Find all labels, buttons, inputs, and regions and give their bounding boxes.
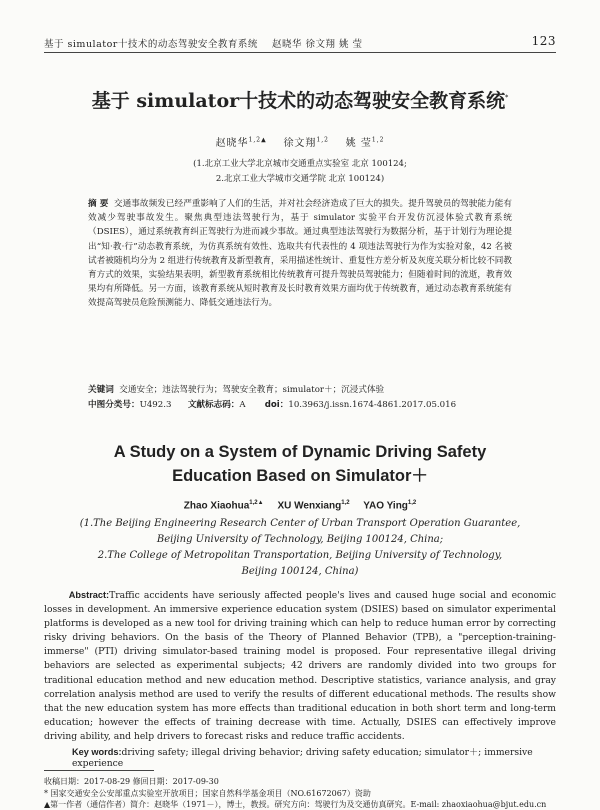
- chinese-title: 基于 simulator十技术的动态驾驶安全教育系统*: [91, 90, 509, 112]
- chinese-affiliation: (1.北京工业大学北京城市交通重点实验室 北京 100124;: [193, 159, 407, 169]
- english-abstract: [44, 588, 556, 744]
- footnote-fund: * 国家交通安全公安部重点实验室开放项目；国家自然科学基金项目（NO.61672067）资助: [44, 789, 371, 798]
- english-affiliation: 2.The College of Metropolitan Transportation, Beijing University of Technology,: [97, 550, 503, 561]
- chinese-authors: 赵晓华$^{1,2▲}$ 徐文翔$^{1,2}$ 姚 莹$^{1,2}$: [215, 136, 385, 149]
- author-name: 赵晓华: [215, 138, 249, 149]
- abstract-label: Abstract:: [68, 590, 110, 600]
- footnote-dates: 收稿日期：2017-08-29 修回日期：2017-09-30: [44, 777, 219, 786]
- title-footnote-mark: *: [505, 94, 509, 102]
- english-authors: Zhao Xiaohua$^{1,2▲}$ XU Wenxiang$^{1,2}$ YAO Ying$^{1,2}$: [183, 500, 417, 512]
- doi: 10.3963/j.issn.1674-4861.2017.05.016: [288, 400, 457, 410]
- english-affiliation: Beijing 100124, China): [241, 566, 359, 577]
- author-name: 姚 莹: [345, 138, 372, 149]
- abstract-text: 交通事故频发已经严重影响了人们的生活，并对社会经济造成了巨大的损失。提升驾驶员的驾驶能力能有效减少驾驶事故发生。聚焦典型违法驾驶行为，基于 simulator 实验平台开发仿沉浸体验式教育系统（DSIES），通过系统教育纠正驾驶行为进而减少事故。通过典型违法驾驶行为数据分析，基于计划行为理论提出“知·教·行”动态教育系统，为仿真系统有效性、选取共有代表性的 4 项违法驾驶行为作为实验对象，42 名被试者被随机均分为 2 组进行传统教育及新型教育，采用描述性统计、重复性方差分析及灰度关联分析比较不同教育方式的效果，实验结果表明，新型教育系统相比传统教育可提升驾驶员驾驶能力；但随着时间的流逝，教育效果均有所降低。另一方面，该教育系统从短时教育及长时教育效果方面均优于传统教育，通过动态教育系统能有效提高驾驶员危险预测能力、降低交通违法行为。: [88, 199, 512, 309]
- author-name: Zhao Xiaohua: [183, 500, 250, 512]
- author-name: 徐文翔: [283, 138, 317, 149]
- running-header: [44, 34, 556, 50]
- page-number: 123: [531, 34, 556, 48]
- chinese-keywords: 关键词 交通安全；违法驾驶行为；驾驶安全教育；simulator＋；沉浸式体验: [88, 385, 385, 395]
- footnote-rule: [44, 770, 154, 771]
- author-name: XU Wenxiang: [277, 500, 342, 512]
- english-affiliation: (1.The Beijing Engineering Research Center of Urban Transport Operation Guarantee,: [79, 518, 521, 529]
- english-title: A Study on a System of Dynamic Driving Safety Education Based on Simulator＋: [113, 443, 487, 485]
- running-title: 基于 simulator十技术的动态驾驶安全教育系统 赵晓华 徐文翔 姚 莹: [44, 39, 363, 50]
- footnote-author: ▲第一作者（通信作者）简介：赵晓华（1971－），博士，教授。研究方向：驾驶行为及交通仿真研究。E-mail: zhaoxiaohua@bjut.edu.cn: [44, 800, 547, 809]
- abstract-label: 摘 要: [88, 199, 109, 209]
- chinese-affiliation: 2.北京工业大学城市交通学院 北京 100124): [215, 174, 385, 184]
- english-keywords: Key words:driving safety; illegal driving behavior; driving safety education; simulator＋; immersive experience: [72, 747, 533, 769]
- clc-number: U492.3: [139, 400, 172, 410]
- classification-line: 中图分类号：U492.3 文献标志码：A doi：10.3963/j.issn.1674-4861.2017.05.016: [88, 400, 457, 410]
- abstract-text: Traffic accidents have seriously affected people's lives and caused huge social and economic losses in development. An immersive experience education system (DSIES) based on simulator experimental platforms is developed as a new tool for driving training which can help to reduce human error by correcting risky driving behaviors. On the basis of the Theory of Planned Behavior (TPB), a "perception-training-immerse" (PTI) driving simulator-based training model is proposed. Four representative illegal driving behaviors are selected as experimental subjects; 42 drivers are randomly divided into two groups for traditional education method and new education method. Descriptive statistics, variance analysis, and gray correlation analysis method are used to verify the results of different educational methods. The results show that the new education system has more effects than traditional education in both short term and long-term education; however the effects of training decrease with time. Actually, DSIES can effectively improve driving ability, and help drivers to forecast risks and reduce traffic accidents.: [44, 590, 556, 742]
- author-name: YAO Ying: [363, 500, 408, 512]
- chinese-abstract: [88, 197, 512, 311]
- header-rule: [44, 52, 556, 53]
- running-authors: 赵晓华 徐文翔 姚 莹: [271, 39, 363, 50]
- english-affiliation: Beijing University of Technology, Beijing 100124, China;: [156, 534, 444, 545]
